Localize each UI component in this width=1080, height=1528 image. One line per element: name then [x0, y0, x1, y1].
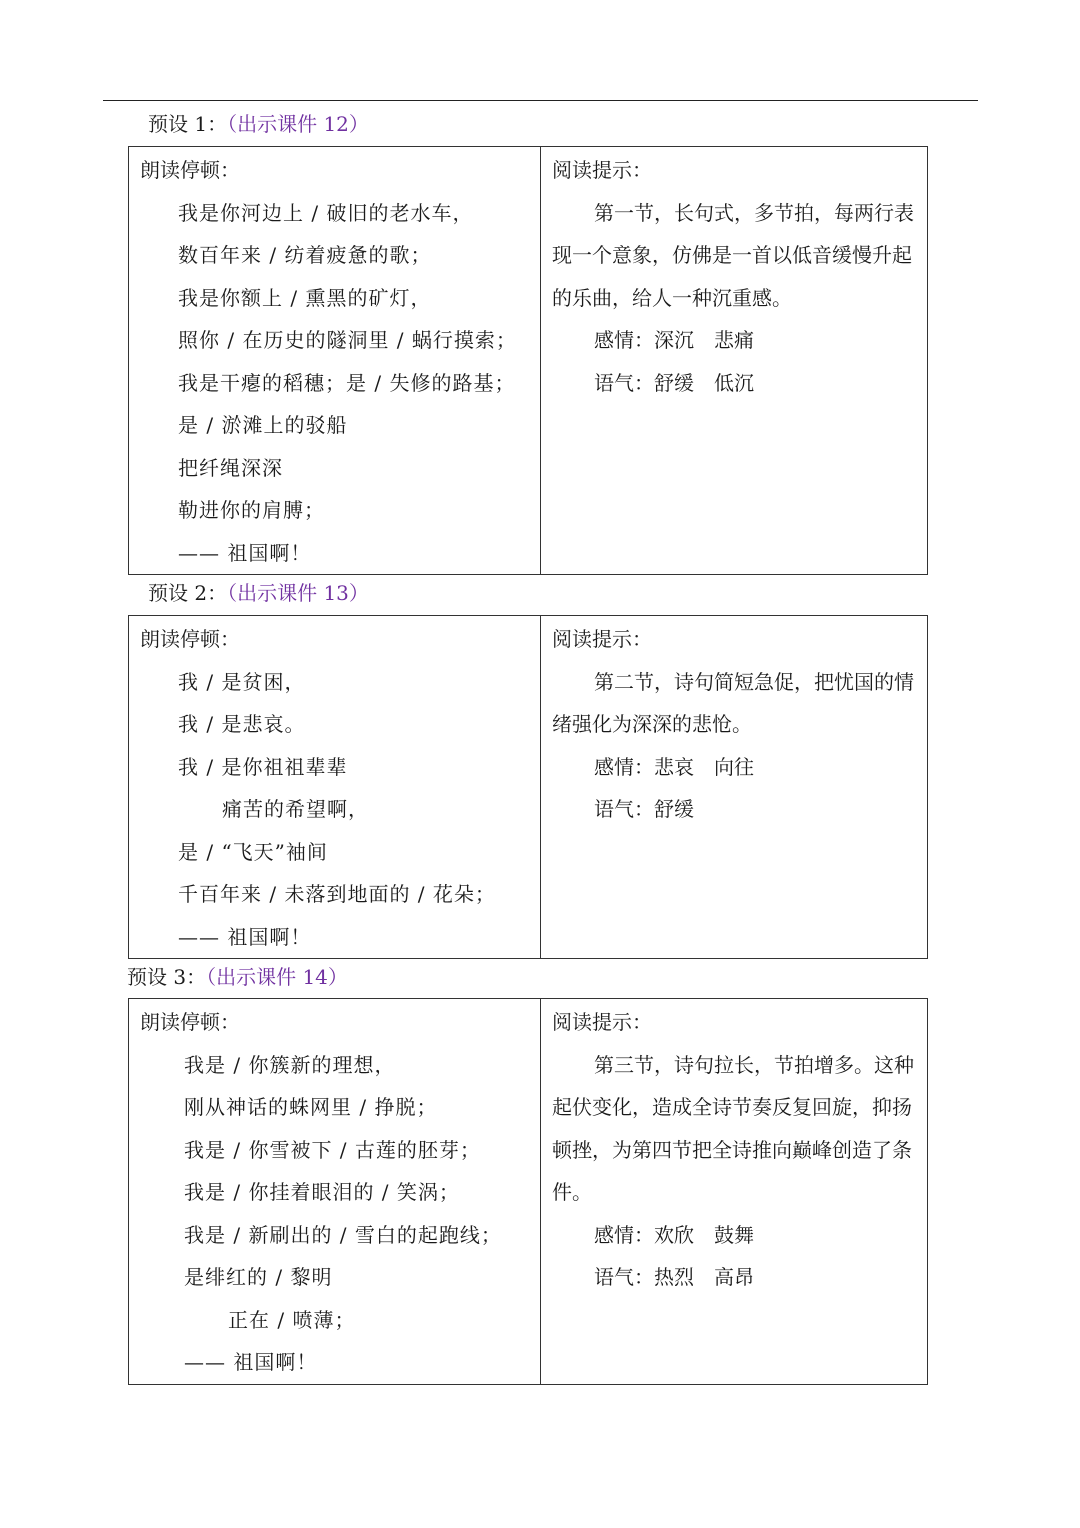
poem-line: 勒进你的肩膊； [178, 498, 325, 522]
preset-2-reading-tips [541, 616, 928, 959]
preset-2-label [148, 579, 369, 607]
poem-line: 痛苦的希望啊， [222, 797, 369, 821]
reading-pauses-header: 朗读停顿： [140, 158, 240, 182]
reading-tips-header: 阅读提示： [552, 158, 652, 182]
preset-1-table [128, 146, 928, 575]
poem-line: 我是你额上 / 熏黑的矿灯， [178, 285, 432, 310]
preset-2-title: 预设 2： [148, 581, 228, 605]
preset-3-table [128, 998, 928, 1385]
reading-pauses-header: 朗读停顿： [140, 1010, 240, 1034]
poem-line: 我是 / 新刷出的 / 雪白的起跑线； [184, 1222, 502, 1247]
preset-1-reading-tips [541, 147, 928, 575]
poem-line: —— 祖国啊！ [178, 540, 312, 565]
poem-line: 是 / 淤滩上的驳船 [178, 413, 348, 437]
reading-tips-header: 阅读提示： [552, 627, 652, 651]
poem-line: 照你 / 在历史的隧洞里 / 蜗行摸索； [178, 328, 517, 352]
reading-pauses-header: 朗读停顿： [140, 627, 240, 651]
poem-line: 把纤绳深深 [178, 455, 283, 480]
reading-tips-header: 阅读提示： [552, 1010, 652, 1034]
preset-3-label [127, 963, 348, 991]
preset-1-label [148, 110, 369, 138]
poem-line: 我是你河边上 / 破旧的老水车， [178, 200, 474, 225]
tip-paragraph: 第二节，诗句简短急促，把忧国的情绪强化为深深的悲怆。 [552, 669, 914, 736]
top-rule [103, 100, 978, 101]
emotion-line: 感情：欢欣 鼓舞 [594, 1222, 754, 1247]
poem-line: 我 / 是贫困， [178, 669, 306, 694]
preset-3-reading-pauses [129, 999, 541, 1385]
poem-line: 刚从神话的蛛网里 / 挣脱； [184, 1095, 438, 1119]
tone-line: 语气：舒缓 [594, 797, 694, 821]
preset-2-courseware-link[interactable]: （出示课件 13） [227, 581, 369, 605]
poem-line: —— 祖国啊！ [178, 924, 312, 949]
poem-line: 我是 / 你簇新的理想， [184, 1052, 396, 1077]
preset-2-reading-pauses [129, 616, 541, 959]
poem-line: 我是 / 你挂着眼泪的 / 笑涡； [184, 1180, 460, 1204]
preset-3-courseware-link[interactable]: （出示课件 14） [206, 965, 348, 989]
poem-line: 我 / 是你祖祖辈辈 [178, 754, 348, 779]
poem-line: 我 / 是悲哀。 [178, 712, 306, 736]
poem-line: 我是干瘪的稻穗；是 / 失修的路基； [178, 370, 516, 395]
poem-line: 正在 / 喷薄； [228, 1307, 356, 1332]
poem-line: 千百年来 / 未落到地面的 / 花朵； [178, 882, 496, 906]
poem-line: 我是 / 你雪被下 / 古莲的胚芽； [184, 1137, 481, 1162]
tip-paragraph: 第三节，诗句拉长，节拍增多。这种起伏变化，造成全诗节奏反复回旋，抑扬顿挫，为第四节把全诗推向巅峰创造了条件。 [552, 1052, 914, 1204]
emotion-line: 感情：深沉 悲痛 [594, 328, 754, 352]
preset-3-reading-tips [541, 999, 928, 1385]
poem-line: —— 祖国啊！ [184, 1350, 318, 1374]
tone-line: 语气：舒缓 低沉 [594, 370, 754, 395]
tone-line: 语气：热烈 高昂 [594, 1265, 754, 1289]
emotion-line: 感情：悲哀 向往 [594, 754, 754, 779]
preset-1-title: 预设 1： [148, 112, 228, 136]
poem-line: 是绯红的 / 黎明 [184, 1265, 333, 1289]
tip-paragraph: 第一节，长句式，多节拍，每两行表现一个意象，仿佛是一首以低音缓慢升起的乐曲，给人一种沉重感。 [552, 200, 914, 310]
preset-1-courseware-link[interactable]: （出示课件 12） [227, 112, 369, 136]
preset-2-table [128, 615, 928, 959]
poem-line: 数百年来 / 纺着疲惫的歌； [178, 243, 432, 267]
preset-1-reading-pauses [129, 147, 541, 575]
preset-3-title: 预设 3： [127, 965, 207, 989]
poem-line: 是 / “飞天”袖间 [178, 839, 328, 864]
